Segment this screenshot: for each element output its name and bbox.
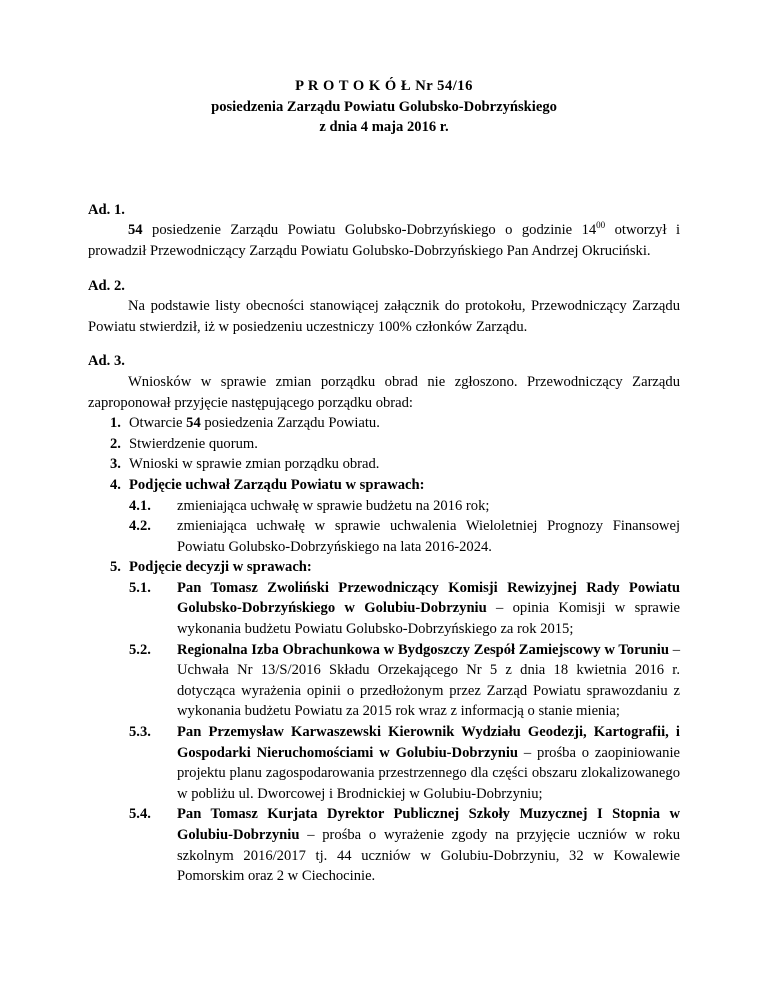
section-ad-1 [88,200,680,262]
agenda-item-5-sublist [129,578,680,887]
agenda-item-1: 1. Otwarcie 54 posiedzenia Zarządu Powiatu. [110,415,380,432]
document-header [88,76,680,138]
ad-2-heading: Ad. 2. [88,277,125,294]
agenda-item-5-1: 5.1. Pan Tomasz Zwoliński Przewodniczący Komisji Rewizyjnej Rady Powiatu Golubsko-Dobrzyńskiego w Golubiu-Dobrzyniu – opinia Komisji w sprawie wykonania budżetu Powiatu Golubsko-Dobrzyńskiego za rok 2015; [129,579,680,638]
agenda-item-4: 4. Podjęcie uchwał Zarządu Powiatu w sprawach: 4.1. zmieniająca uchwałę w sprawie budżetu na 2016 rok; 4.2. zmieniająca uchwałę w sprawie uchwalenia Wieloletniej Prognozy Finansowej Powiatu Golubsko-Dobrzyńskiego na lata 2016-2024. [88,475,680,557]
document-page [88,76,680,887]
agenda-item-5-2: 5.2. Regionalna Izba Obrachunkowa w Bydgoszczy Zespół Zamiejscowy w Toruniu – Uchwała Nr 13/S/2016 Składu Orzekającego Nr 5 z dnia 18 kwietnia 2016 r. dotycząca wyrażenia opinii o przedłożonym przez Zarząd Powiatu sprawozdaniu z wykonania budżetu Powiatu za 2015 rok wraz z informacją o stanie mienia; [129,641,680,720]
meeting-date: z dnia 4 maja 2016 r. [319,119,449,136]
ad-3-heading: Ad. 3. [88,353,125,370]
agenda-item-4-1: 4.1. zmieniająca uchwałę w sprawie budżetu na 2016 rok; [129,497,490,514]
agenda-item-5: 5. Podjęcie decyzji w sprawach: 5.1. Pan Tomasz Zwoliński Przewodniczący Komisji Rewizyjnej Rady Powiatu Golubsko-Dobrzyńskiego w Golubiu-Dobrzyniu – opinia Komisji w sprawie wykonania budżetu Powiatu Golubsko-Dobrzyńskiego za rok 2015; 5.2. Regionalna Izba Obrachunkowa w Bydgoszczy Zespół Zamiejscowy w Toruniu – Uchwała Nr 13/S/2016 Składu Orzekającego Nr 5 z dnia 18 kwietnia 2016 r. dotycząca wyrażenia opinii o przedłożonym przez Zarząd Powiatu sprawozdaniu z wykonania budżetu Powiatu za 2015 rok wraz z informacją o stanie mienia; 5.3. Pan Przemysław Karwaszewski Kierownik Wydziału Geodezji, Kartografii, i Gospodarki Nieruchomościami w Golubiu-Dobrzyniu – prośba o zaopiniowanie projektu planu zagospodarowania przestrzennego dla części obszaru zlokalizowanego w pobliżu ul. Dworcowej i Brodnickiej w Golubiu-Dobrzyniu; 5.4. Pan Tomasz Kurjata Dyrektor Publicznej Szkoły Muzycznej I Stopnia w Golubiu-Dobrzyniu – prośba o wyrażenie zgody na przyjęcie uczniów w roku szkolnym 2016/2017 tj. 44 uczniów w Golubiu-Dobrzyniu, 32 w Kowalewie Pomorskim oraz 2 w Ciechocinie. [88,557,680,887]
agenda-item-5-4: 5.4. Pan Tomasz Kurjata Dyrektor Publicznej Szkoły Muzycznej I Stopnia w Golubiu-Dobrzyniu – prośba o wyrażenie zgody na przyjęcie uczniów w roku szkolnym 2016/2017 tj. 44 uczniów w Golubiu-Dobrzyniu, 32 w Kowalewie Pomorskim oraz 2 w Ciechocinie. [129,806,680,885]
ad-2-paragraph: Na podstawie listy obecności stanowiącej załącznik do protokołu, Przewodniczący Zarządu Powiatu stwierdził, iż w posiedzeniu uczestniczy 100% członków Zarządu. [88,298,680,335]
agenda-item-4-2: 4.2. zmieniająca uchwałę w sprawie uchwalenia Wieloletniej Prognozy Finansowej Powiatu Golubsko-Dobrzyńskiego na lata 2016-2024. [129,518,680,555]
ad-3-intro: Wniosków w sprawie zmian porządku obrad nie zgłoszono. Przewodniczący Zarządu zaproponował przyjęcie następującego porządku obrad: [88,373,680,411]
ad-1-heading: Ad. 1. [88,201,125,218]
section-ad-3 [88,351,680,886]
agenda-item-4-sublist [129,496,680,558]
agenda-item-5-3: 5.3. Pan Przemysław Karwaszewski Kierownik Wydziału Geodezji, Kartografii, i Gospodarki Nieruchomościami w Golubiu-Dobrzyniu – prośba o zaopiniowanie projektu planu zagospodarowania przestrzennego dla części obszaru zlokalizowanego w pobliżu ul. Dworcowej i Brodnickiej w Golubiu-Dobrzyniu; [129,724,680,802]
ad-1-paragraph: 54 posiedzenie Zarządu Powiatu Golubsko-Dobrzyńskiego o godzinie $14^{00}$ otworzył i prowadził Przewodniczący Zarządu Powiatu Golubsko-Dobrzyńskiego Pan Andrzej Okruciński. [88,220,680,259]
section-ad-2 [88,276,680,338]
agenda-item-2: 2. Stwierdzenie quorum. [110,435,258,452]
meeting-subtitle: posiedzenia Zarządu Powiatu Golubsko-Dobrzyńskiego [211,98,557,115]
agenda-list [88,413,680,887]
agenda-item-3: 3. Wnioski w sprawie zmian porządku obrad. [110,456,380,473]
protocol-title: P R O T O K Ó Ł Nr 54/16 [295,78,473,94]
